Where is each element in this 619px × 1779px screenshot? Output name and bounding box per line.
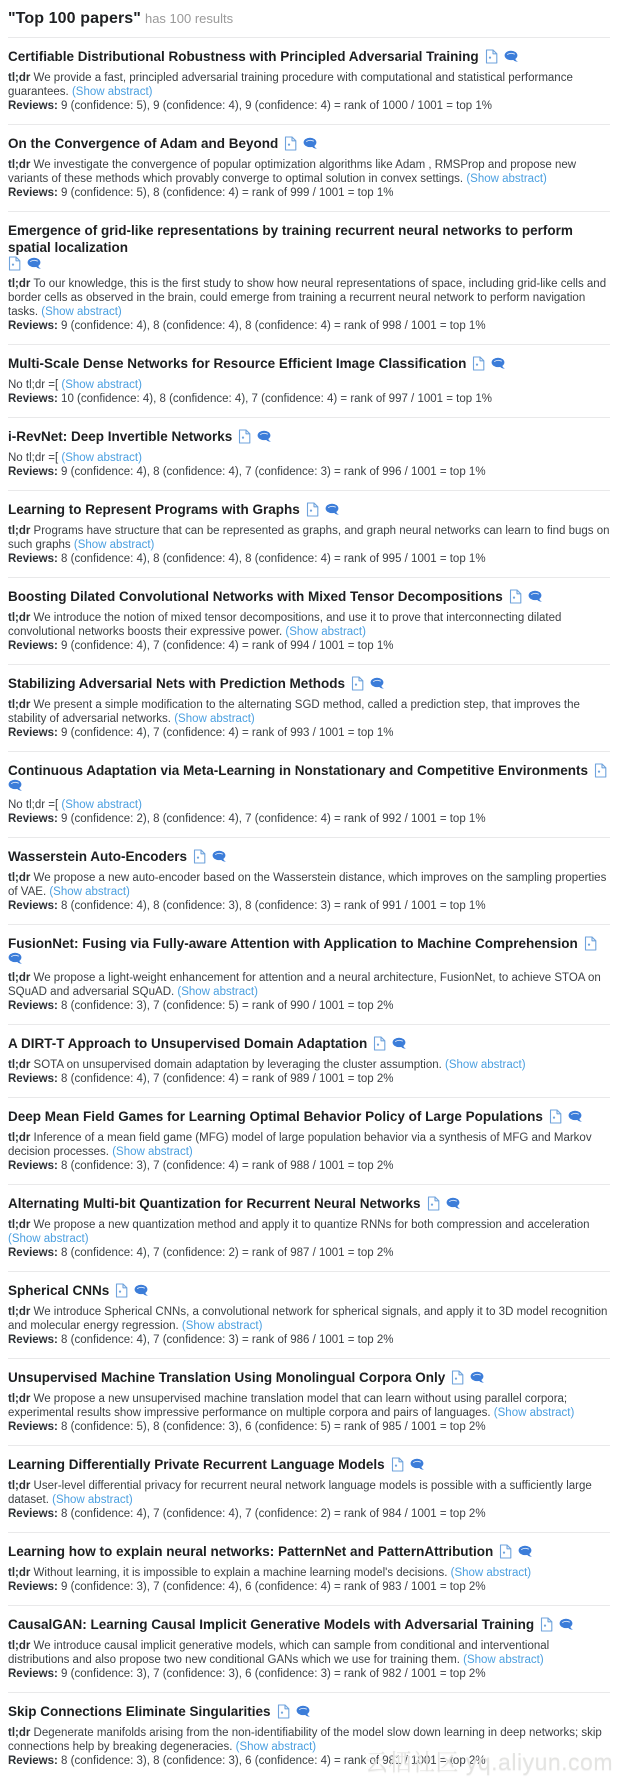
show-abstract-link[interactable]: (Show abstract) [73,539,155,551]
tldr-label: tl;dr [8,1727,31,1739]
paper-entry [8,125,610,212]
show-abstract-link[interactable]: (Show abstract) [493,1407,575,1419]
reviews-text: 9 (confidence: 4), 7 (confidence: 4) = rank of 994 / 1001 = top 1% [57,640,394,652]
document-icon[interactable] [540,1617,553,1632]
paper-title-row [8,675,610,692]
paper-title: Learning Differentially Private Recurrent Language Models [8,1457,385,1472]
document-icon[interactable] [306,502,319,517]
paper-title-row [8,222,610,271]
document-icon[interactable] [284,136,297,151]
show-abstract-link[interactable]: (Show abstract) [285,626,366,638]
reviews-label: Reviews: [8,813,58,825]
tldr-text: Inference of a mean field game (MFG) model of large population behavior via a synthesis of MFG and Markov decision processes. [8,1132,592,1158]
reviews-label: Reviews: [8,1668,58,1680]
reviews-text: 8 (confidence: 4), 8 (confidence: 4), 8 (confidence: 4) = rank of 995 / 1001 = top 1% [57,553,486,565]
tldr-text: We propose a new quantization method and apply it to quantize RNNs for both compression and acceleration [30,1219,590,1231]
show-abstract-link[interactable]: (Show abstract) [61,379,142,391]
tldr-label: tl;dr [8,1219,31,1231]
paper-title-row [8,1035,610,1052]
tldr-label: tl;dr [8,612,31,624]
paper-title-row [8,1456,610,1473]
reviews-text: 8 (confidence: 3), 7 (confidence: 4) = rank of 988 / 1001 = top 2% [57,1160,394,1172]
paper-title: Multi-Scale Dense Networks for Resource Efficient Image Classification [8,356,467,371]
paper-title: A DIRT-T Approach to Unsupervised Domain Adaptation [8,1036,368,1051]
reviews-text: 8 (confidence: 4), 7 (confidence: 4), 7 (confidence: 2) = rank of 984 / 1001 = top 2% [57,1508,486,1520]
chat-bubble-icon[interactable] [134,1284,149,1297]
chat-bubble-icon[interactable] [392,1037,407,1050]
paper-title-row [8,1543,610,1560]
paper-title-row [8,501,610,518]
show-abstract-link[interactable]: (Show abstract) [112,1146,193,1158]
paper-entry [8,925,610,1025]
reviews-line [8,639,610,653]
document-icon[interactable] [485,49,498,64]
reviews-line [8,1580,610,1594]
paper-title-row [8,355,610,372]
reviews-line [8,1420,610,1434]
chat-bubble-icon[interactable] [370,677,385,690]
document-icon[interactable] [115,1283,128,1298]
tldr-text: We introduce causal implicit generative models, which can sample from conditional and interventional distributions and also propose two new conditional GANs which we use for training them. [8,1640,550,1666]
paper-title-row [8,1282,610,1299]
reviews-text: 9 (confidence: 5), 8 (confidence: 4) = rank of 999 / 1001 = top 1% [57,187,394,199]
tldr-line [8,158,610,186]
tldr-label: tl;dr [8,1393,31,1405]
chat-bubble-icon[interactable] [559,1618,574,1631]
tldr-text: No tl;dr =[ [8,379,62,391]
paper-title-row [8,135,610,152]
reviews-text: 8 (confidence: 4), 8 (confidence: 3), 8 (confidence: 3) = rank of 991 / 1001 = top 1% [57,900,486,912]
paper-title: CausalGAN: Learning Causal Implicit Generative Models with Adversarial Training [8,1617,535,1632]
paper-entry [8,1446,610,1533]
document-icon[interactable] [584,936,597,951]
tldr-line [8,277,610,319]
paper-entry [8,752,610,838]
tldr-line [8,1392,610,1420]
watermark: 云栖社区 yq.aliyun.com [364,1749,613,1775]
paper-entry [8,491,610,578]
paper-title: Skip Connections Eliminate Singularities [8,1704,271,1719]
reviews-line [8,1159,610,1173]
tldr-text: Degenerate manifolds arising from the non-identifiability of the model slow down learning in deep networks; skip connections help by breaking degeneracies. [8,1727,602,1753]
chat-bubble-icon[interactable] [470,1371,485,1384]
paper-title: FusionNet: Fusing via Fully-aware Attention with Application to Machine Comprehension [8,936,578,951]
chat-bubble-icon[interactable] [504,50,519,63]
reviews-label: Reviews: [8,1160,58,1172]
show-abstract-link[interactable]: (Show abstract) [61,452,142,464]
reviews-label: Reviews: [8,1755,58,1767]
tldr-text: We introduce the notion of mixed tensor decompositions, and use it to prove that interconnecting dilated convolutional networks boosts their expressive power. [8,612,562,638]
paper-entry [8,665,610,752]
tldr-text: SOTA on unsupervised domain adaptation by leveraging the cluster assumption. [30,1059,446,1071]
paper-title-row [8,1703,610,1720]
paper-entry [8,38,610,125]
document-icon[interactable] [594,763,607,778]
tldr-line [8,971,610,999]
chat-bubble-icon[interactable] [8,952,23,965]
tldr-label: tl;dr [8,1306,31,1318]
tldr-text: We present a simple modification to the alternating SGD method, called a prediction step, that improves the stability of adversarial networks. [8,699,580,725]
reviews-line [8,1333,610,1347]
show-abstract-link[interactable]: (Show abstract) [450,1567,532,1579]
reviews-line [8,319,610,333]
paper-title-row [8,1195,610,1212]
results-count: has 100 results [144,11,234,26]
chat-bubble-icon[interactable] [27,257,42,270]
show-abstract-link[interactable]: (Show abstract) [181,1320,263,1332]
chat-bubble-icon[interactable] [257,430,272,443]
paper-title: Stabilizing Adversarial Nets with Prediction Methods [8,676,346,691]
tldr-label: tl;dr [8,1640,31,1652]
chat-bubble-icon[interactable] [212,850,227,863]
chat-bubble-icon[interactable] [410,1458,425,1471]
chat-bubble-icon[interactable] [303,137,318,150]
tldr-text: We introduce Spherical CNNs, a convolutional network for spherical signals, and apply it to 3D model recognition and molecular energy regression. [8,1306,608,1332]
tldr-label: tl;dr [8,1480,31,1492]
document-icon[interactable] [193,849,206,864]
search-query-title: "Top 100 papers" [8,10,141,27]
document-icon[interactable] [238,429,251,444]
tldr-text: No tl;dr =[ [8,452,62,464]
reviews-text: 9 (confidence: 2), 8 (confidence: 4), 7 (confidence: 4) = rank of 992 / 1001 = top 1% [57,813,486,825]
document-icon[interactable] [277,1704,290,1719]
paper-title: Learning to Represent Programs with Graphs [8,502,300,517]
tldr-text: We propose a new unsupervised machine translation model that can learn without using parallel corpora; experimental results show impressive performance on multiple corpora and pairs of languages. [8,1393,568,1419]
tldr-line [8,1305,610,1333]
reviews-line [8,1507,610,1521]
paper-title-row [8,762,610,792]
tldr-text: We propose a new auto-encoder based on the Wasserstein distance, which improves on the sampling properties of VAE. [8,872,607,898]
tldr-line [8,1479,610,1507]
tldr-label: tl;dr [8,72,31,84]
tldr-line [8,698,610,726]
reviews-line [8,186,610,200]
chat-bubble-icon[interactable] [446,1197,461,1210]
document-icon[interactable] [373,1036,386,1051]
chat-bubble-icon[interactable] [296,1705,311,1718]
show-abstract-link[interactable]: (Show abstract) [8,1233,89,1245]
reviews-label: Reviews: [8,187,58,199]
paper-title: Wasserstein Auto-Encoders [8,849,188,864]
reviews-line [8,1246,610,1260]
show-abstract-link[interactable]: (Show abstract) [41,306,122,318]
paper-title-row [8,428,610,445]
chat-bubble-icon[interactable] [8,779,23,792]
tldr-line [8,1058,610,1072]
document-icon[interactable] [549,1109,562,1124]
show-abstract-link[interactable]: (Show abstract) [235,1741,317,1753]
reviews-label: Reviews: [8,393,58,405]
document-icon[interactable] [391,1457,404,1472]
tldr-text: No tl;dr =[ [8,799,62,811]
paper-entry [8,1533,610,1606]
paper-title-row [8,48,610,65]
reviews-label: Reviews: [8,1508,58,1520]
reviews-line [8,1667,610,1681]
reviews-label: Reviews: [8,553,58,565]
paper-entry [8,1025,610,1098]
chat-bubble-icon[interactable] [491,357,506,370]
tldr-label: tl;dr [8,972,31,984]
reviews-line [8,1754,610,1768]
tldr-line [8,871,610,899]
reviews-text: 8 (confidence: 3), 7 (confidence: 5) = rank of 990 / 1001 = top 2% [57,1000,394,1012]
tldr-text: User-level differential privacy for recurrent neural network language models is possible with a sufficiently large dataset. [8,1480,592,1506]
tldr-line [8,1726,610,1754]
tldr-line [8,378,610,392]
tldr-text: We propose a light-weight enhancement for attention and a neural architecture, FusionNet, to achieve STOA on SQuAD and adversarial SQuAD. [8,972,601,998]
paper-title: Unsupervised Machine Translation Using Monolingual Corpora Only [8,1370,446,1385]
document-icon[interactable] [427,1196,440,1211]
reviews-text: 9 (confidence: 4), 8 (confidence: 4), 8 (confidence: 4) = rank of 998 / 1001 = top 1% [57,320,486,332]
paper-entry [8,1185,610,1272]
paper-title-row [8,588,610,605]
tldr-text: We investigate the convergence of popular optimization algorithms like Adam , RMSProp and propose new variants of these methods which provably converge to optimal solution in convex settings. [8,159,577,185]
paper-entry [8,838,610,925]
tldr-label: tl;dr [8,1567,31,1579]
show-abstract-link[interactable]: (Show abstract) [52,1494,133,1506]
tldr-label: tl;dr [8,872,31,884]
document-icon[interactable] [8,256,21,271]
reviews-line [8,392,610,406]
paper-title: On the Convergence of Adam and Beyond [8,136,279,151]
reviews-text: 9 (confidence: 3), 7 (confidence: 3), 6 (confidence: 3) = rank of 982 / 1001 = top 2% [57,1668,486,1680]
tldr-line [8,798,610,812]
show-abstract-link[interactable]: (Show abstract) [177,986,258,998]
reviews-line [8,99,610,113]
reviews-text: 9 (confidence: 3), 7 (confidence: 4), 6 (confidence: 4) = rank of 983 / 1001 = top 2% [57,1581,486,1593]
reviews-line [8,899,610,913]
reviews-text: 8 (confidence: 4), 7 (confidence: 3) = rank of 986 / 1001 = top 2% [57,1334,394,1346]
reviews-line [8,1072,610,1086]
paper-title: Certifiable Distributional Robustness with Principled Adversarial Training [8,49,479,64]
paper-entry [8,1693,610,1779]
paper-entry [8,345,610,418]
reviews-text: 10 (confidence: 4), 8 (confidence: 4), 7 (confidence: 4) = rank of 997 / 1001 = top 1% [57,393,492,405]
paper-entry [8,578,610,665]
reviews-label: Reviews: [8,1000,58,1012]
reviews-line [8,999,610,1013]
reviews-label: Reviews: [8,320,58,332]
reviews-label: Reviews: [8,1421,58,1433]
paper-title-row [8,1108,610,1125]
reviews-text: 9 (confidence: 4), 8 (confidence: 4), 7 (confidence: 3) = rank of 996 / 1001 = top 1% [57,466,486,478]
paper-title-row [8,935,610,965]
document-icon[interactable] [451,1370,464,1385]
paper-entry [8,418,610,491]
tldr-text: Programs have structure that can be represented as graphs, and graph neural networks can learn to find bugs on such graphs [8,525,610,551]
paper-title-row [8,1616,610,1633]
chat-bubble-icon[interactable] [568,1110,583,1123]
reviews-text: 8 (confidence: 4), 7 (confidence: 2) = rank of 987 / 1001 = top 2% [57,1247,394,1259]
document-icon[interactable] [351,676,364,691]
tldr-line [8,71,610,99]
show-abstract-link[interactable]: (Show abstract) [71,86,153,98]
paper-title: Learning how to explain neural networks: PatternNet and PatternAttribution [8,1544,494,1559]
tldr-line [8,1639,610,1667]
paper-title: Boosting Dilated Convolutional Networks with Mixed Tensor Decompositions [8,589,503,604]
reviews-label: Reviews: [8,100,58,112]
tldr-text: Without learning, it is impossible to explain a machine learning model's decisions. [30,1567,451,1579]
tldr-line [8,451,610,465]
paper-entry [8,1098,610,1185]
paper-title: Deep Mean Field Games for Learning Optimal Behavior Policy of Large Populations [8,1109,543,1124]
tldr-label: tl;dr [8,1059,31,1071]
paper-title: Alternating Multi-bit Quantization for Recurrent Neural Networks [8,1196,421,1211]
chat-bubble-icon[interactable] [528,590,543,603]
paper-title: Emergence of grid-like representations by training recurrent neural networks to perform spatial localization [8,223,573,255]
paper-entry [8,1359,610,1446]
results-header [8,8,610,38]
papers-list [8,38,610,1779]
tldr-label: tl;dr [8,278,31,290]
reviews-label: Reviews: [8,1334,58,1346]
tldr-label: tl;dr [8,159,31,171]
reviews-line [8,552,610,566]
reviews-label: Reviews: [8,1581,58,1593]
tldr-label: tl;dr [8,1132,31,1144]
reviews-label: Reviews: [8,727,58,739]
tldr-line [8,1131,610,1159]
show-abstract-link[interactable]: (Show abstract) [174,713,255,725]
paper-title: i-RevNet: Deep Invertible Networks [8,429,233,444]
paper-title: Spherical CNNs [8,1283,110,1298]
document-icon[interactable] [509,589,522,604]
paper-title: Continuous Adaptation via Meta-Learning in Nonstationary and Competitive Environments [8,763,589,778]
reviews-label: Reviews: [8,900,58,912]
reviews-label: Reviews: [8,1073,58,1085]
tldr-line [8,611,610,639]
show-abstract-link[interactable]: (Show abstract) [61,799,142,811]
tldr-line [8,524,610,552]
show-abstract-link[interactable]: (Show abstract) [463,1654,544,1666]
paper-title-row [8,1369,610,1386]
reviews-label: Reviews: [8,640,58,652]
reviews-line [8,465,610,479]
show-abstract-link[interactable]: (Show abstract) [49,886,130,898]
reviews-text: 8 (confidence: 5), 8 (confidence: 3), 6 (confidence: 5) = rank of 985 / 1001 = top 2% [57,1421,486,1433]
reviews-line [8,726,610,740]
show-abstract-link[interactable]: (Show abstract) [466,173,547,185]
paper-entry [8,212,610,345]
paper-entry [8,1606,610,1693]
tldr-line [8,1566,610,1580]
tldr-text: We provide a fast, principled adversarial training procedure with computational and statistical performance guarantees. [8,72,573,98]
reviews-text: 9 (confidence: 4), 7 (confidence: 4) = rank of 993 / 1001 = top 1% [57,727,394,739]
reviews-line [8,812,610,826]
paper-entry [8,1272,610,1359]
tldr-label: tl;dr [8,525,31,537]
document-icon[interactable] [499,1544,512,1559]
reviews-label: Reviews: [8,1247,58,1259]
chat-bubble-icon[interactable] [518,1545,533,1558]
document-icon[interactable] [472,356,485,371]
tldr-label: tl;dr [8,699,31,711]
tldr-line [8,1218,610,1246]
tldr-text: To our knowledge, this is the first study to show how neural representations of space, including grid-like cells and border cells as observed in the brain, could emerge from training a recurrent neural network to perform navigation tasks. [8,278,607,318]
chat-bubble-icon[interactable] [325,503,340,516]
reviews-label: Reviews: [8,466,58,478]
show-abstract-link[interactable]: (Show abstract) [445,1059,526,1071]
reviews-text: 9 (confidence: 5), 9 (confidence: 4), 9 (confidence: 4) = rank of 1000 / 1001 = top 1% [57,100,492,112]
reviews-text: 8 (confidence: 3), 8 (confidence: 3), 6 (confidence: 4) = rank of 981 / 1001 = top 2% [57,1755,486,1767]
paper-title-row [8,848,610,865]
reviews-text: 8 (confidence: 4), 7 (confidence: 4) = rank of 989 / 1001 = top 2% [57,1073,394,1085]
